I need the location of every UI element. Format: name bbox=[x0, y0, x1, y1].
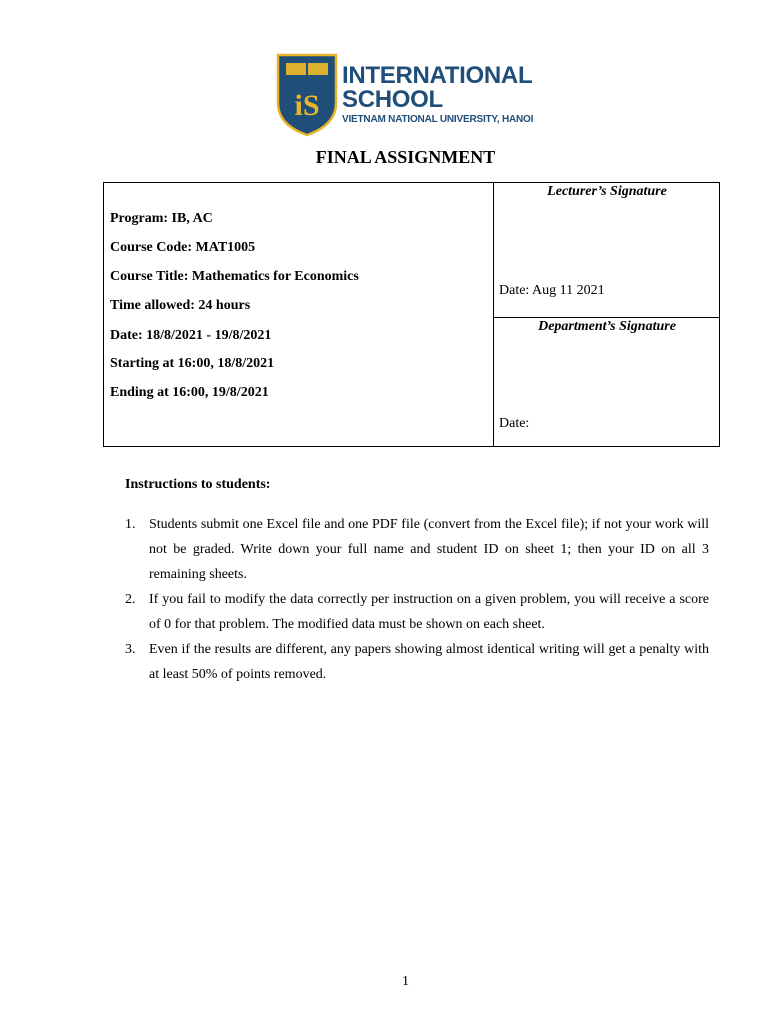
school-logo bbox=[276, 53, 566, 137]
school-crest-icon bbox=[276, 53, 338, 137]
list-item-text: If you fail to modify the data correctly per instruction on a given problem, you will receive a score of 0 for that problem. The modified data must be shown on each sheet. bbox=[149, 592, 709, 632]
logo-line2: SCHOOL bbox=[342, 86, 443, 113]
department-date: Date: bbox=[499, 416, 530, 431]
date-line: Date: 18/8/2021 - 19/8/2021 bbox=[110, 328, 272, 343]
instructions-heading: Instructions to students: bbox=[125, 477, 271, 492]
page-number: 1 bbox=[402, 974, 409, 989]
logo-line3: VIETNAM NATIONAL UNIVERSITY, HANOI bbox=[342, 114, 534, 125]
list-item bbox=[125, 512, 709, 587]
course-code-line: Course Code: MAT1005 bbox=[110, 240, 256, 255]
course-info-table bbox=[103, 182, 720, 447]
instructions-list bbox=[125, 512, 709, 687]
list-item bbox=[125, 587, 709, 637]
logo-line1: INTERNATIONAL bbox=[342, 62, 533, 89]
department-signature-label: Department’s Signature bbox=[538, 319, 676, 334]
logo-monogram: iS bbox=[294, 89, 320, 122]
list-item bbox=[125, 637, 709, 687]
time-allowed-line: Time allowed: 24 hours bbox=[110, 298, 251, 313]
list-item-number: 1. bbox=[125, 517, 136, 532]
department-signature-cell bbox=[494, 318, 720, 447]
document-title: FINAL ASSIGNMENT bbox=[315, 147, 496, 167]
list-item-number: 3. bbox=[125, 642, 136, 657]
list-item-number: 2. bbox=[125, 592, 136, 607]
ending-line: Ending at 16:00, 19/8/2021 bbox=[110, 385, 269, 400]
lecturer-signature-cell bbox=[494, 183, 720, 318]
lecturer-signature-label: Lecturer’s Signature bbox=[547, 184, 667, 199]
starting-line: Starting at 16:00, 18/8/2021 bbox=[110, 356, 275, 371]
course-details-cell bbox=[104, 183, 494, 446]
course-title-line: Course Title: Mathematics for Economics bbox=[110, 269, 359, 284]
lecturer-date: Date: Aug 11 2021 bbox=[499, 283, 605, 298]
list-item-text: Even if the results are different, any papers showing almost identical writing will get a penalty with at least 50% of points removed. bbox=[149, 642, 709, 682]
list-item-text: Students submit one Excel file and one PDF file (convert from the Excel file); if not your work will not be graded. Write down your full name and student ID on sheet 1; then your ID on all 3 remaining sheets. bbox=[149, 517, 709, 582]
program-line: Program: IB, AC bbox=[110, 211, 213, 226]
